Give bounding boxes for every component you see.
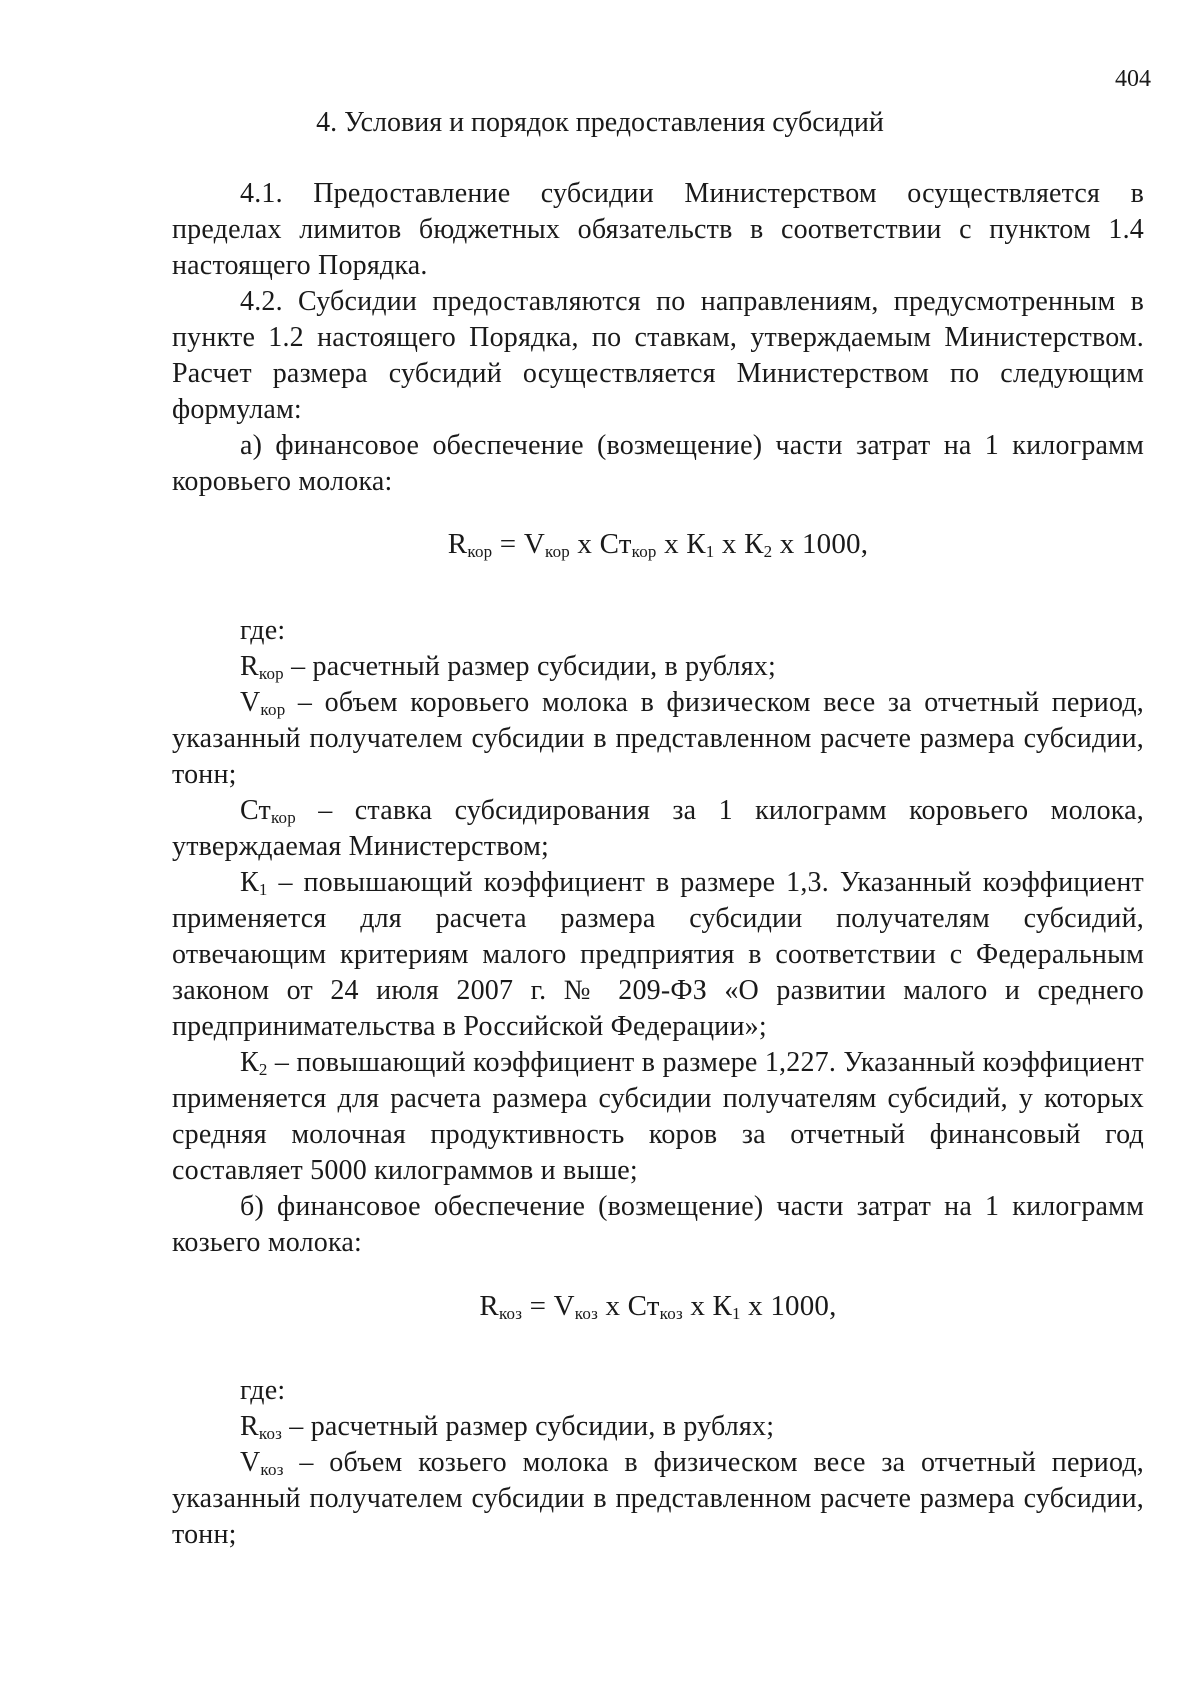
- formula-operator: =: [492, 528, 524, 560]
- definition-r-goat: [172, 1409, 1144, 1445]
- def-subscript: кор: [270, 808, 296, 827]
- formula-subscript: 1: [705, 542, 715, 561]
- formula-subscript: 1: [732, 1304, 741, 1323]
- def-subscript: кор: [258, 664, 284, 683]
- formula-operator: =: [522, 1290, 554, 1322]
- definition-r-cow: [172, 649, 1144, 685]
- def-subscript: коз: [260, 1460, 284, 1479]
- paragraph-a: а) финансовое обеспечение (возмещение) части затрат на 1 килограмм коровьего молока:: [172, 430, 1144, 497]
- def-symbol: V: [240, 1447, 261, 1478]
- definition-v-goat: [172, 1445, 1144, 1553]
- def-symbol: V: [240, 687, 261, 718]
- def-subscript: 2: [258, 1060, 268, 1079]
- def-symbol: Ст: [240, 795, 271, 826]
- def-text: – расчетный размер субсидии, в рублях;: [283, 651, 776, 682]
- page-number: 404: [1115, 66, 1151, 92]
- definition-v-cow: [172, 685, 1144, 793]
- paragraph-4-1: 4.1. Предоставление субсидии Министерством осуществляется в пределах лимитов бюджетных обязательств в соответствии с пунктом 1.4 настоящего Порядка.: [172, 178, 1144, 281]
- def-subscript: кор: [260, 700, 286, 719]
- formula-operator: x: [656, 528, 687, 560]
- def-text: – повышающий коэффициент в размере 1,3. Указанный коэффициент применяется для расчета размера субсидии получателям субсидий, отвечающим критериям малого предприятия в соответствии с Федеральным законом от 24 июля 2007 г. № 209-ФЗ «О развитии малого и среднего предпринимательства в Российской Федерации»;: [172, 867, 1144, 1042]
- section-title: 4. Условия и порядок предоставления субсидий: [316, 107, 884, 138]
- formula-subscript: кор: [467, 542, 493, 561]
- formula-cow-milk: [172, 526, 1144, 562]
- formula-symbol: R: [479, 1290, 499, 1322]
- formula-operator: x: [714, 528, 745, 560]
- def-symbol: К: [240, 867, 259, 898]
- def-subscript: 1: [258, 880, 268, 899]
- def-subscript: коз: [258, 1424, 283, 1443]
- formula-symbol: Ст: [627, 1290, 660, 1322]
- formula-symbol: R: [447, 528, 468, 560]
- formula-operator: x: [598, 1290, 628, 1322]
- formula-goat-milk: [172, 1288, 1144, 1324]
- paragraph-4-2: 4.2. Субсидии предоставляются по направлениям, предусмотренным в пункте 1.2 настоящего Порядка, по ставкам, утверждаемым Министерством. Расчет размера субсидий осуществляется Министерством по следующим формулам:: [172, 286, 1144, 425]
- formula-symbol: Ст: [599, 528, 632, 560]
- formula-subscript: коз: [498, 1304, 523, 1323]
- def-text: – расчетный размер субсидии, в рублях;: [282, 1411, 775, 1442]
- formula-symbol: К: [744, 528, 764, 560]
- formula-subscript: коз: [659, 1304, 683, 1323]
- formula-symbol: К: [712, 1290, 733, 1322]
- where-label-2: где:: [240, 1375, 286, 1406]
- formula-symbol: V: [523, 528, 545, 560]
- definition-st-cow: [172, 793, 1144, 865]
- def-symbol: R: [240, 651, 259, 682]
- def-symbol: К: [240, 1047, 259, 1078]
- formula-symbol: V: [553, 1290, 575, 1322]
- formula-subscript: кор: [631, 542, 657, 561]
- formula-operator: x: [569, 528, 600, 560]
- def-symbol: R: [240, 1411, 259, 1442]
- formula-tail: x 1000,: [740, 1290, 837, 1322]
- paragraph-b: б) финансовое обеспечение (возмещение) части затрат на 1 килограмм козьего молока:: [172, 1191, 1144, 1258]
- definition-k2: [172, 1045, 1144, 1189]
- formula-tail: x 1000,: [772, 528, 869, 560]
- def-text: – объем коровьего молока в физическом весе за отчетный период, указанный получателем субсидии в представленном расчете размера субсидии, тонн;: [172, 687, 1144, 790]
- formula-subscript: кор: [544, 542, 570, 561]
- document-body: [172, 176, 1144, 1553]
- formula-subscript: коз: [574, 1304, 598, 1323]
- def-text: – ставка субсидирования за 1 килограмм коровьего молока, утверждаемая Министерством;: [172, 795, 1144, 862]
- def-text: – объем козьего молока в физическом весе за отчетный период, указанный получателем субсидии в представленном расчете размера субсидии, тонн;: [172, 1447, 1144, 1550]
- def-text: – повышающий коэффициент в размере 1,227. Указанный коэффициент применяется для расчета размера субсидии получателям субсидий, у которых средняя молочная продуктивность коров за отчетный финансовый год составляет 5000 килограммов и выше;: [172, 1047, 1144, 1186]
- formula-symbol: К: [686, 528, 706, 560]
- formula-subscript: 2: [763, 542, 773, 561]
- where-label: где:: [240, 615, 286, 646]
- formula-operator: x: [682, 1290, 713, 1322]
- definition-k1: [172, 865, 1144, 1045]
